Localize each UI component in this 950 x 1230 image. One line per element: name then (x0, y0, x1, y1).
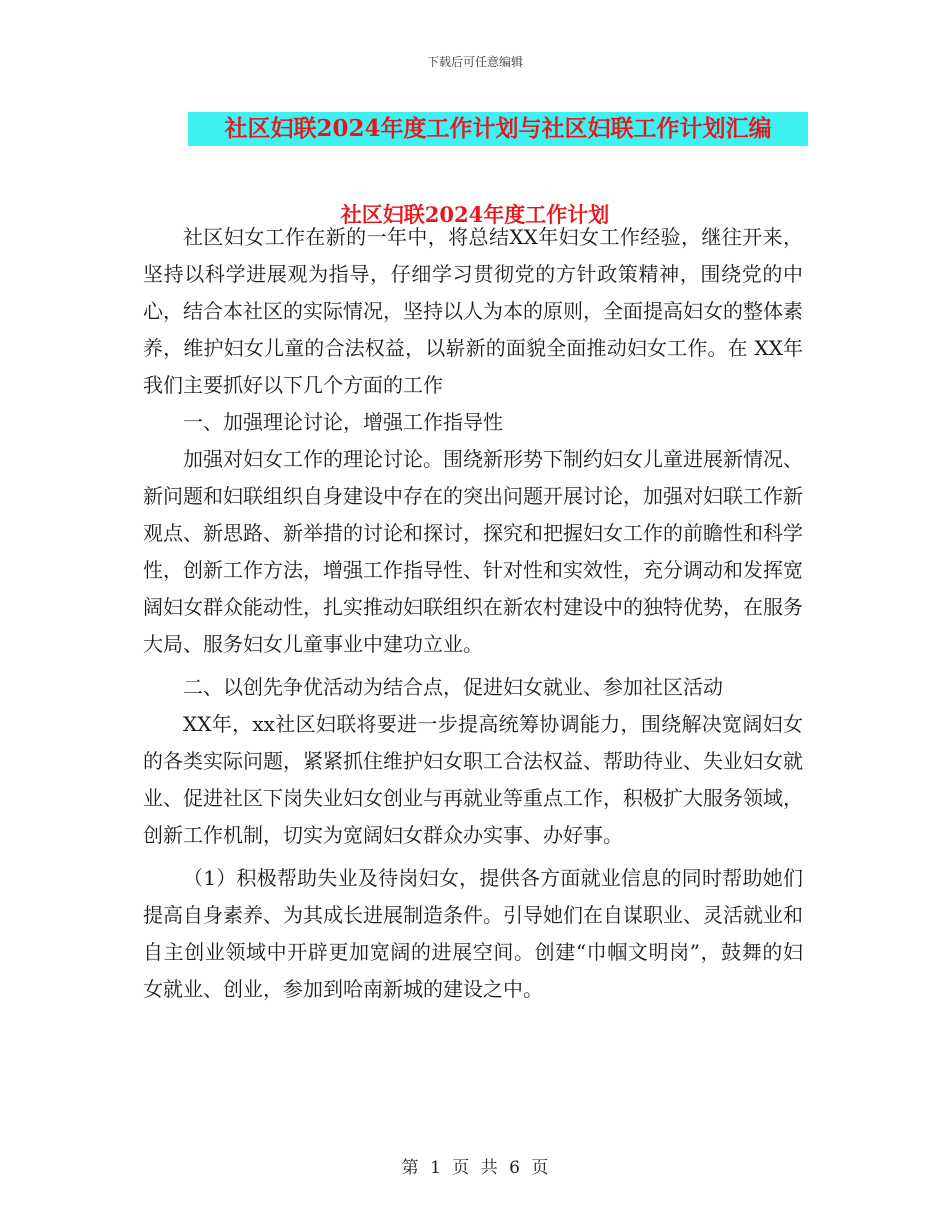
section-title: 社区妇联2024年度工作计划 (340, 202, 610, 227)
paragraph-section-2: XX年，xx社区妇联将要进一步提高统筹协调能力，围绕解决宽阔妇女的各类实际问题，紧紧抓住维护妇女职工合法权益、帮助待业、失业妇女就业、促进社区下岗失业妇女创业与再就业等重点工作，积极扩大服务领域，创新工作机制，切实为宽阔妇女群众办实事、办好事。 (143, 712, 803, 847)
paragraph-section-1: 加强对妇女工作的理论讨论。围绕新形势下制约妇女儿童进展新情况、新问题和妇联组织自身建设中存在的突出问题开展讨论，加强对妇联工作新观点、新思路、新举措的讨论和探讨，探究和把握妇女工作的前瞻性和科学性，创新工作方法，增强工作指导性、针对性和实效性，充分调动和发挥宽阔妇女群众能动性，扎实推动妇联组织在新农村建设中的独特优势，在服务大局、服务妇女儿童事业中建功立业。 (143, 447, 803, 656)
document-main-title: 社区妇联2024年度工作计划与社区妇联工作计划汇编 (188, 112, 808, 146)
paragraph-item-1: （1）积极帮助失业及待岗妇女，提供各方面就业信息的同时帮助她们提高自身素养、为其成长进展制造条件。引导她们在自谋职业、灵活就业和自主创业领域中开辟更加宽阔的进展空间。创建“巾帼文明岗”，鼓舞的妇女就业、创业，参加到哈南新城的建设之中。 (143, 866, 803, 1001)
document-body (143, 219, 803, 1008)
paragraph-intro: 社区妇女工作在新的一年中，将总结XX年妇女工作经验，继往开来，坚持以科学进展观为指导，仔细学习贯彻党的方针政策精神，围绕党的中心，结合本社区的实际情况，坚持以人为本的原则，全面提高妇女的整体素养，维护妇女儿童的合法权益，以崭新的面貌全面推动妇女工作。在 XX年我们主要抓好以下几个方面的工作 (143, 225, 803, 397)
header-note: 下载后可任意编辑 (426, 55, 523, 69)
page-number-footer: 第 1 页 共 6 页 (401, 1158, 549, 1178)
heading-section-2: 二、以创先争优活动为结合点，促进妇女就业、参加社区活动 (183, 675, 723, 699)
heading-section-1: 一、加强理论讨论，增强工作指导性 (183, 410, 503, 434)
